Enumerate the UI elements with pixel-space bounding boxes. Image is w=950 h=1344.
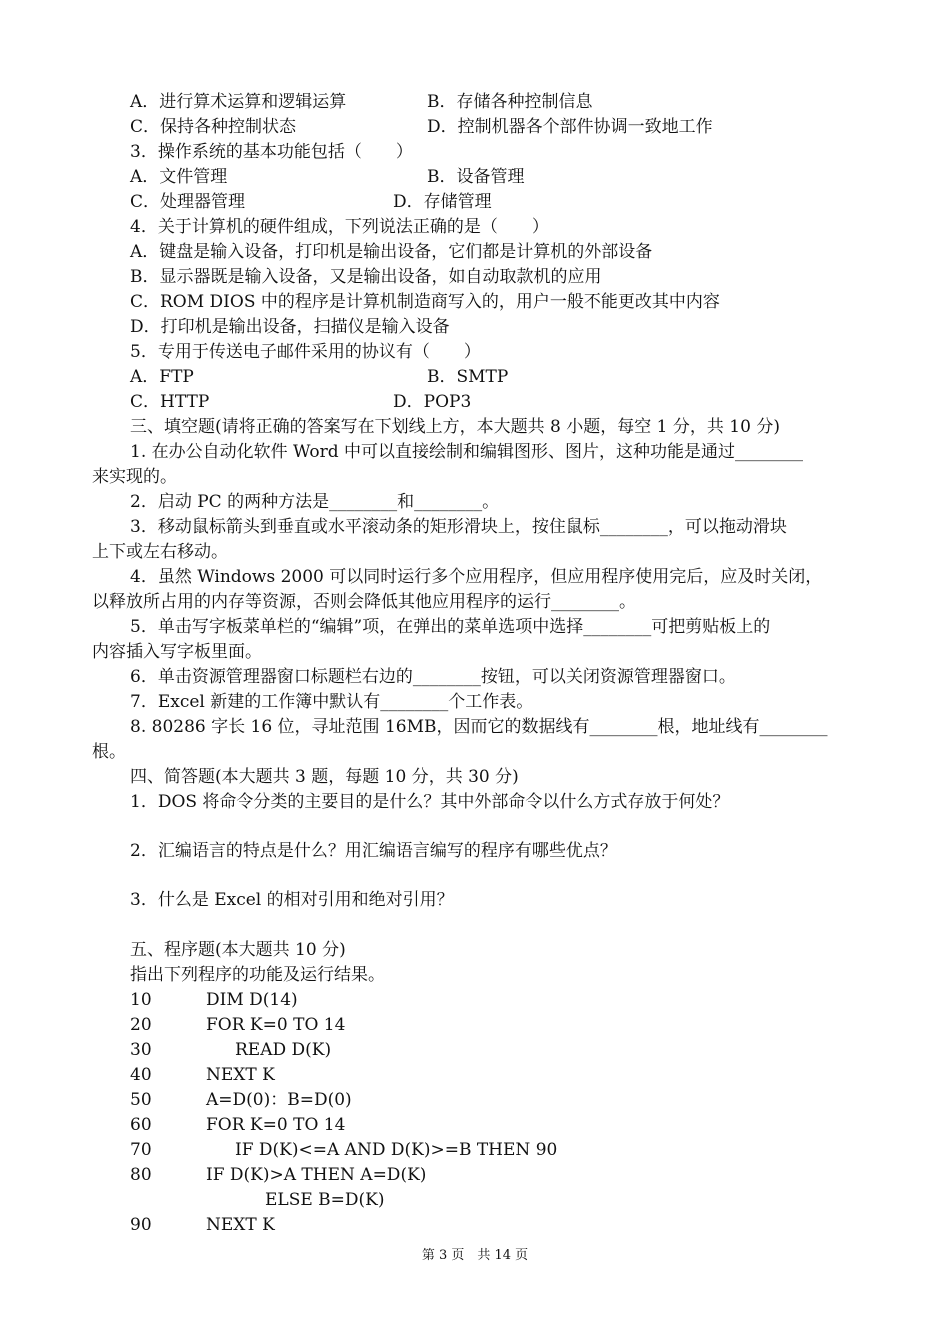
text-line: 2．汇编语言的特点是什么？用汇编语言编写的程序有哪些优点？	[130, 841, 617, 861]
text-line: D．打印机是输出设备，扫描仪是输入设备	[130, 317, 450, 337]
text-line: DIM D(14)	[206, 990, 298, 1010]
text-line: 上下或左右移动。	[92, 542, 228, 562]
text-line: C．保持各种控制状态	[130, 117, 297, 137]
text-line: 内容插入写字板里面。	[92, 642, 262, 662]
text-line: D．存储管理	[393, 192, 492, 212]
text-line: A．进行算术运算和逻辑运算	[130, 92, 347, 112]
page-footer: 第 3 页 共 14 页	[421, 1248, 529, 1263]
text-line: C．HTTP	[130, 392, 210, 412]
text-line: 5．单击写字板菜单栏的“编辑”项，在弹出的菜单选项中选择________可把剪贴板上的	[130, 617, 771, 637]
text-line: C．ROM DIOS 中的程序是计算机制造商写入的，用户一般不能更改其中内容	[130, 292, 720, 312]
text-line: ELSE B=D(K)	[265, 1190, 385, 1210]
text-line: 20	[130, 1015, 152, 1035]
text-line: 4．关于计算机的硬件组成，下列说法正确的是（ ）	[130, 217, 549, 237]
text-line: 1. 在办公自动化软件 Word 中可以直接绘制和编辑图形、图片，这种功能是通过________	[130, 442, 803, 462]
text-line: B．SMTP	[427, 367, 509, 387]
text-line: 指出下列程序的功能及运行结果。	[130, 965, 385, 985]
text-line: IF D(K)>A THEN A=D(K)	[206, 1165, 427, 1185]
text-line: D．控制机器各个部件协调一致地工作	[427, 117, 713, 137]
text-line: 2．启动 PC 的两种方法是________和________。	[130, 492, 500, 512]
text-line: 40	[130, 1065, 152, 1085]
text-line: 四、简答题(本大题共 3 题，每题 10 分，共 30 分)	[130, 767, 519, 787]
text-line: 70	[130, 1140, 152, 1160]
text-line: 80	[130, 1165, 152, 1185]
text-line: 3．操作系统的基本功能包括（ ）	[130, 142, 413, 162]
text-line: 五、程序题(本大题共 10 分)	[130, 940, 346, 960]
text-line: 10	[130, 990, 152, 1010]
text-line: 4．虽然 Windows 2000 可以同时运行多个应用程序，但应用程序使用完后，应及时关闭，	[130, 567, 823, 587]
text-line: 90	[130, 1215, 152, 1235]
text-line: A．文件管理	[130, 167, 228, 187]
text-line: A．键盘是输入设备，打印机是输出设备，它们都是计算机的外部设备	[130, 242, 653, 262]
text-line: B．设备管理	[427, 167, 525, 187]
text-line: 60	[130, 1115, 152, 1135]
text-line: 5．专用于传送电子邮件采用的协议有（ ）	[130, 342, 481, 362]
text-line: B．存储各种控制信息	[427, 92, 593, 112]
text-line: 来实现的。	[92, 467, 177, 487]
text-line: 以释放所占用的内存等资源，否则会降低其他应用程序的运行________。	[92, 592, 636, 612]
text-line: 3．什么是 Excel 的相对引用和绝对引用？	[130, 890, 454, 910]
text-line: 50	[130, 1090, 152, 1110]
text-line: 3．移动鼠标箭头到垂直或水平滚动条的矩形滑块上，按住鼠标________，可以拖动滑块	[130, 517, 787, 537]
text-line: B．显示器既是输入设备，又是输出设备，如自动取款机的应用	[130, 267, 602, 287]
text-line: C．处理器管理	[130, 192, 246, 212]
text-line: FOR K=0 TO 14	[206, 1115, 346, 1135]
text-line: NEXT K	[206, 1065, 275, 1085]
text-line: 1．DOS 将命令分类的主要目的是什么？其中外部命令以什么方式存放于何处？	[130, 792, 730, 812]
text-line: IF D(K)<=A AND D(K)>=B THEN 90	[235, 1140, 558, 1160]
text-line: 6．单击资源管理器窗口标题栏右边的________按钮，可以关闭资源管理器窗口。	[130, 667, 736, 687]
text-line: D．POP3	[393, 392, 472, 412]
text-line: 30	[130, 1040, 152, 1060]
text-line: NEXT K	[206, 1215, 275, 1235]
text-line: A．FTP	[130, 367, 194, 387]
text-line: 根。	[92, 742, 126, 762]
text-line: 7．Excel 新建的工作簿中默认有________个工作表。	[130, 692, 534, 712]
text-line: FOR K=0 TO 14	[206, 1015, 346, 1035]
text-line: 三、填空题(请将正确的答案写在下划线上方，本大题共 8 小题，每空 1 分，共 10 分)	[130, 417, 780, 437]
text-line: A=D(0)：B=D(0)	[206, 1090, 352, 1110]
text-line: 8. 80286 字长 16 位，寻址范围 16MB，因而它的数据线有________根，地址线有________	[130, 717, 828, 737]
text-line: READ D(K)	[235, 1040, 332, 1060]
